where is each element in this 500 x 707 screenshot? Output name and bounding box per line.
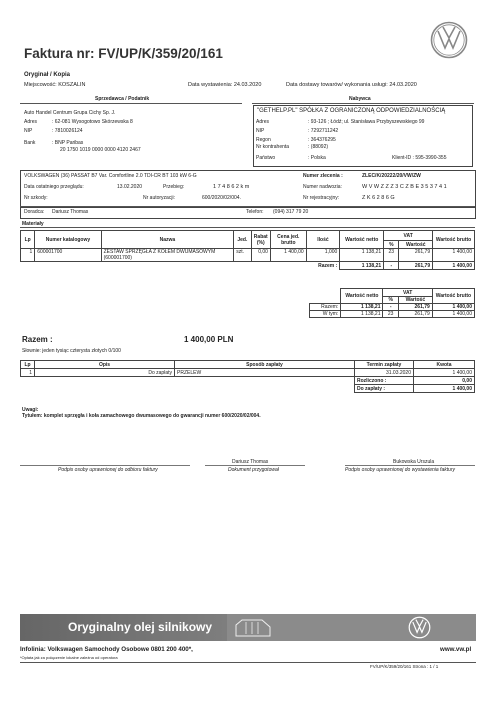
- total-label: Razem :: [22, 335, 53, 344]
- buyer-contractor-label: Nr kontrahenta: [256, 144, 290, 150]
- col-lp: Lp: [21, 231, 35, 249]
- materials-heading: Materiały: [22, 221, 44, 227]
- seller-nip-label: NIP: [24, 128, 33, 134]
- seller-bank-account: 20 1750 1019 0000 0000 4120 2467: [60, 147, 141, 153]
- totals-col-vat: VAT: [383, 289, 432, 297]
- infolinia: Infolinia: Volkswagen Samochody Osobowe 0801 200 400*,: [20, 646, 193, 653]
- buyer-nip: : 7292711242: [308, 128, 339, 134]
- payment-row: 1 Do zapłaty PRZELEW 31.03.2020 1 400,00: [21, 369, 475, 377]
- payment-table: Lp Opis Sposób zapłaty Termin zapłaty Kwota 1 Do zapłaty PRZELEW 31.03.2020 1 400,00 Rozliczono : 0,00 Do zapłaty : 1 400,00: [20, 360, 475, 393]
- col-vat-pct: %: [384, 241, 399, 249]
- buyer-address-label: Adres: [256, 119, 270, 125]
- col-net: Wartość netto: [340, 231, 384, 249]
- middle-signature-caption: Dokument przygotował: [228, 467, 279, 473]
- vw-logo-icon: [430, 21, 468, 59]
- right-signature-caption: Podpis osoby uprawnionej do wystawienia faktury: [345, 467, 456, 473]
- invoice-title: Faktura nr: FV/UP/K/359/20/161: [24, 46, 223, 61]
- total-value: 1 400,00 PLN: [184, 335, 234, 344]
- totals-table: Wartość netto VAT Wartość brutto % Wartość Razem: 1 138,21 - 261,79 1 400,00 W tym: 1 138,21 23 261,79 1 400,00: [309, 288, 475, 318]
- buyer-regon: : 364376295: [308, 137, 336, 143]
- col-vat-group: VAT: [384, 231, 433, 241]
- auth-label: Nr autoryzacji:: [143, 195, 175, 201]
- seller-address: : 62-081 Wysogotowo Skórzewska 8: [52, 119, 133, 125]
- reg-number: Z K 6 2 8 6 G: [362, 195, 395, 201]
- settled-row: Rozliczono : 0,00: [21, 377, 475, 385]
- place: Miejscowość: KOSZALIN: [24, 82, 86, 88]
- reg-label: Nr rejestracyjny:: [303, 195, 340, 201]
- buyer-country-label: Państwo: [256, 155, 276, 161]
- remarks-label: Uwagi:: [22, 407, 39, 413]
- middle-signature-name: Dariusz Thomas: [232, 459, 269, 465]
- right-signature-name: Bukowska Urszula: [393, 459, 435, 465]
- buyer-regon-label: Regon: [256, 137, 271, 143]
- col-name: Nazwa: [101, 231, 234, 249]
- seller-nip: : 7810026124: [52, 128, 83, 134]
- col-gross: Wartość brutto: [433, 231, 475, 249]
- buyer-country: : Polska: [308, 155, 326, 161]
- advisor: Dariusz Thomas: [52, 209, 89, 215]
- original-copy: Oryginał / Kopia: [24, 72, 71, 78]
- topay-row: Do zapłaty : 1 400,00: [21, 385, 475, 393]
- oil-can-icon: [232, 617, 274, 638]
- buyer-nip-label: NIP: [256, 128, 265, 134]
- seller-name: Auto Handel Centrum Grupa Cichy Sp. J.: [24, 110, 116, 116]
- delivery-date: Data dostawy towarów/ wykonania usługi: 24.03.2020: [286, 82, 417, 88]
- oil-banner: [20, 614, 476, 641]
- infolinia-note: *Opłata jak za połączenie lokalne zależna od operatora: [20, 655, 118, 660]
- materials-table: [20, 230, 475, 270]
- buyer-heading: Nabywca: [349, 96, 371, 102]
- order-label: Numer zlecenia :: [303, 173, 343, 179]
- page-reference: FV/UP/K/359/20/161 Strona : 1 / 1: [370, 664, 439, 669]
- left-signature-caption: Podpis osoby uprawnionej do odbioru faktury: [58, 467, 158, 473]
- vehicle-model: VOLKSWAGEN (36) PASSAT B7 Var. Comfortline 2.0 TDI-CR BT 103 kW 6-G: [24, 173, 197, 179]
- phone: (094) 317 79 20: [273, 209, 309, 215]
- damage-label: Nr szkody:: [24, 195, 48, 201]
- vin-label: Numer nadwozia:: [303, 184, 342, 190]
- remarks-text: Tytułem: komplet sprzęgła i koła zamachowego dwumasowego do gwarancji numer 600/2020/02/004.: [22, 413, 261, 419]
- mileage: 1 7 4 8 6 2 k m: [213, 184, 250, 190]
- amount-in-words: Słownie: jeden tysiąc czterysta złotych 0/100: [22, 348, 121, 354]
- totals-col-net: Wartość netto: [341, 289, 383, 304]
- buyer-address: : 93-126 ; Łódź; ul. Stanisława Przybyszewskiego 99: [308, 119, 425, 125]
- phone-label: Telefon:: [246, 209, 264, 215]
- issue-date: Data wystawienia: 24.03.2020: [188, 82, 262, 88]
- col-catalog: Numer katalogowy: [35, 231, 101, 249]
- materials-sum-row: Razem : 1 138,21 - 261,79 1 400,00: [21, 262, 475, 270]
- advisor-label: Doradca:: [24, 209, 45, 215]
- seller-heading: Sprzedawca / Podatnik: [95, 96, 150, 102]
- table-row: 1 600001700 ZESTAW SPRZĘGŁA Z KOŁEM DWUMASOWYM (600001700) szt. 0,00 1 400,00 1,000 1 138,21 23 261,79 1 400,00: [21, 249, 475, 262]
- col-qty: Ilość: [306, 231, 340, 249]
- auth-number: 600/2020/02/004.: [202, 195, 241, 201]
- buyer-name: "GETHELP.PL" SPÓŁKA Z OGRANICZONĄ ODPOWIEDZIALNOŚCIĄ: [257, 108, 446, 114]
- totals-row-sum: Razem: 1 138,21 - 261,79 1 400,00: [310, 304, 475, 311]
- totals-row-including: W tym: 1 138,21 23 261,79 1 400,00: [310, 311, 475, 318]
- col-unit-price: Cena jed. brutto: [270, 231, 306, 249]
- col-vat-value: Wartość: [399, 241, 433, 249]
- col-unit: Jed.: [234, 231, 251, 249]
- vin: W V W Z Z Z 3 C Z B E 3 5 3 7 4 1: [362, 184, 447, 190]
- banner-text: Oryginalny olej silnikowy: [68, 620, 213, 634]
- website-link[interactable]: www.vw.pl: [440, 646, 472, 653]
- buyer-client-id: Klient-ID : 595-3990-355: [392, 155, 447, 161]
- seller-bank-label: Bank: [24, 140, 36, 146]
- banner-vw-logo-icon: [408, 616, 431, 639]
- order-number: ZLEC/K/20222/20/VW/ZW: [362, 173, 421, 179]
- col-discount: Rabat (%): [251, 231, 270, 249]
- mileage-label: Przebieg:: [163, 184, 185, 190]
- seller-address-label: Adres: [24, 119, 38, 125]
- seller-bank-name: : BNP Paribas: [52, 140, 84, 146]
- totals-col-gross: Wartość brutto: [432, 289, 474, 304]
- last-visit: 13.02.2020: [117, 184, 143, 190]
- buyer-contractor: : (88092): [308, 144, 329, 150]
- last-visit-label: Data ostatniego przeglądu:: [24, 184, 84, 190]
